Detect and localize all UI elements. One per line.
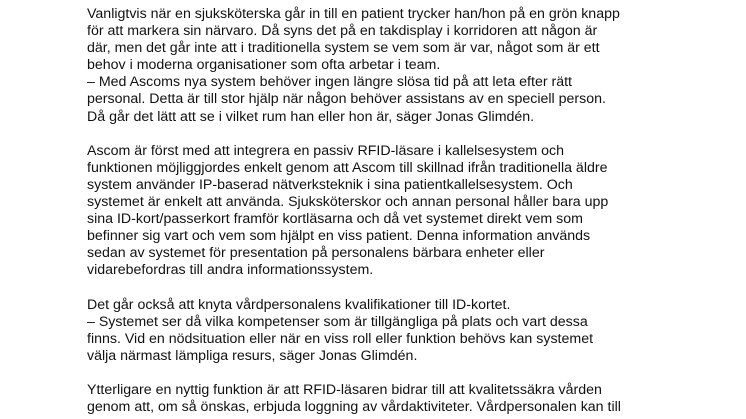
- text-line: sedan av systemet för presentation på personalens bärbara enheter eller: [87, 245, 545, 262]
- paragraph: [87, 6, 727, 126]
- text-line: Vanligtvis när en sjuksköterska går in till en patient trycker han/hon på en grön knapp: [87, 6, 620, 22]
- paragraph-spacer: [87, 280, 727, 297]
- text-line: genom att, om så önskas, erbjuda loggning av vårdaktiviteter. Vårdpersonalen kan till: [87, 399, 621, 416]
- text-line: Det går också att knyta vårdpersonalens kvalifikationer till ID-kortet.: [87, 296, 511, 313]
- text-line: välja närmast lämpliga resurs, säger Jonas Glimdén.: [87, 347, 418, 364]
- text-line: – Med Ascoms nya system behöver ingen längre slösa tid på att leta efter rätt: [87, 74, 572, 91]
- paragraph: [87, 382, 727, 416]
- text-line: – Systemet ser då vilka kompetenser som är tillgängliga på plats och vart dessa: [87, 313, 588, 330]
- article-body: [87, 6, 727, 416]
- text-line: behov i moderna organisationer som ofta arbetar i team.: [87, 57, 441, 74]
- text-line: där, men det går inte att i traditionella system se vem som är var, något som är ett: [87, 40, 600, 57]
- paragraph-spacer: [87, 365, 727, 382]
- text-line: funktionen möjliggjordes enkelt genom att Ascom till skillnad ifrån traditionella äldre: [87, 159, 608, 176]
- text-line: sina ID-kort/passerkort framför kortläsarna och då vet systemet direkt vem som: [87, 211, 583, 228]
- paragraph-spacer: [87, 126, 727, 143]
- text-line: Ytterligare en nyttig funktion är att RFID-läsaren bidrar till att kvalitetssäkra vården: [87, 382, 602, 399]
- text-line: befinner sig vart och vem som hjälpt en viss patient. Denna information används: [87, 228, 591, 245]
- paragraph: [87, 143, 727, 280]
- text-line: Då går det lätt att se i vilket rum han eller hon är, säger Jonas Glimdén.: [87, 108, 535, 125]
- text-line: systemet är enkelt att använda. Sjuksköterskor och annan personal håller bara upp: [87, 194, 609, 211]
- text-line: vidarebefordras till andra informationssystem.: [87, 262, 374, 279]
- text-line: Ascom är först med att integrera en passiv RFID-läsare i kallelsesystem och: [87, 142, 565, 159]
- text-line: system använder IP-baserad nätverksteknik i sina patientkallelsesystem. Och: [87, 176, 573, 193]
- text-line: finns. Vid en nödsituation eller när en viss roll eller funktion behövs kan systemet: [87, 330, 594, 347]
- text-line: för att markera sin närvaro. Då syns det på en takdisplay i korridoren att någon är: [87, 23, 598, 40]
- text-line: personal. Detta är till stor hjälp när någon behöver assistans av en speciell person.: [87, 91, 606, 108]
- paragraph: [87, 297, 727, 365]
